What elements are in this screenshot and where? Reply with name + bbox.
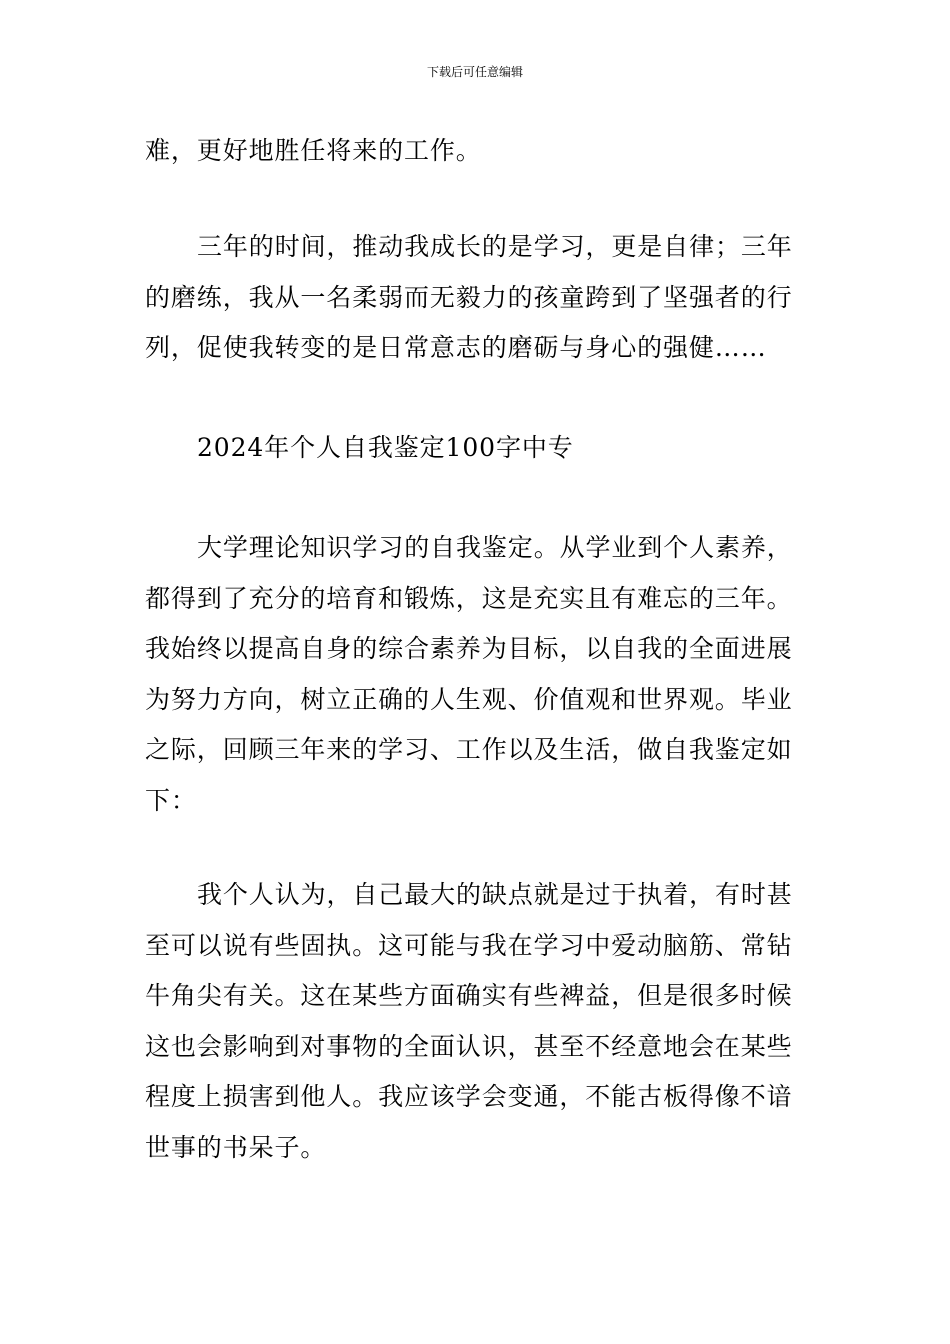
paragraph-continuation: 难，更好地胜任将来的工作。 (145, 136, 482, 165)
section-heading: 2024年个人自我鉴定100字中专 (197, 433, 574, 462)
page-header-note: 下载后可任意编辑 (426, 65, 523, 79)
paragraph-shortcomings: 我个人认为，自己最大的缺点就是过于执着，有时甚至可以说有些固执。这可能与我在学习中爱动脑筋、常钻牛角尖有关。这在某些方面确实有些裨益，但是很多时候这也会影响到对事物的全面认识，甚至不经意地会在某些程度上损害到他人。我应该学会变通，不能古板得像不谙世事的书呆子。 (145, 880, 793, 1162)
paragraph-self-assessment: 大学理论知识学习的自我鉴定。从学业到个人素养，都得到了充分的培育和锻炼，这是充实且有难忘的三年。我始终以提高自身的综合素养为目标，以自我的全面进展为努力方向，树立正确的人生观、价值观和世界观。毕业之际，回顾三年来的学习、工作以及生活，做自我鉴定如下： (145, 533, 793, 815)
paragraph-growth: 三年的时间，推动我成长的是学习，更是自律；三年的磨练，我从一名柔弱而无毅力的孩童跨到了坚强者的行列，促使我转变的是日常意志的磨砺与身心的强健…… (145, 232, 793, 362)
